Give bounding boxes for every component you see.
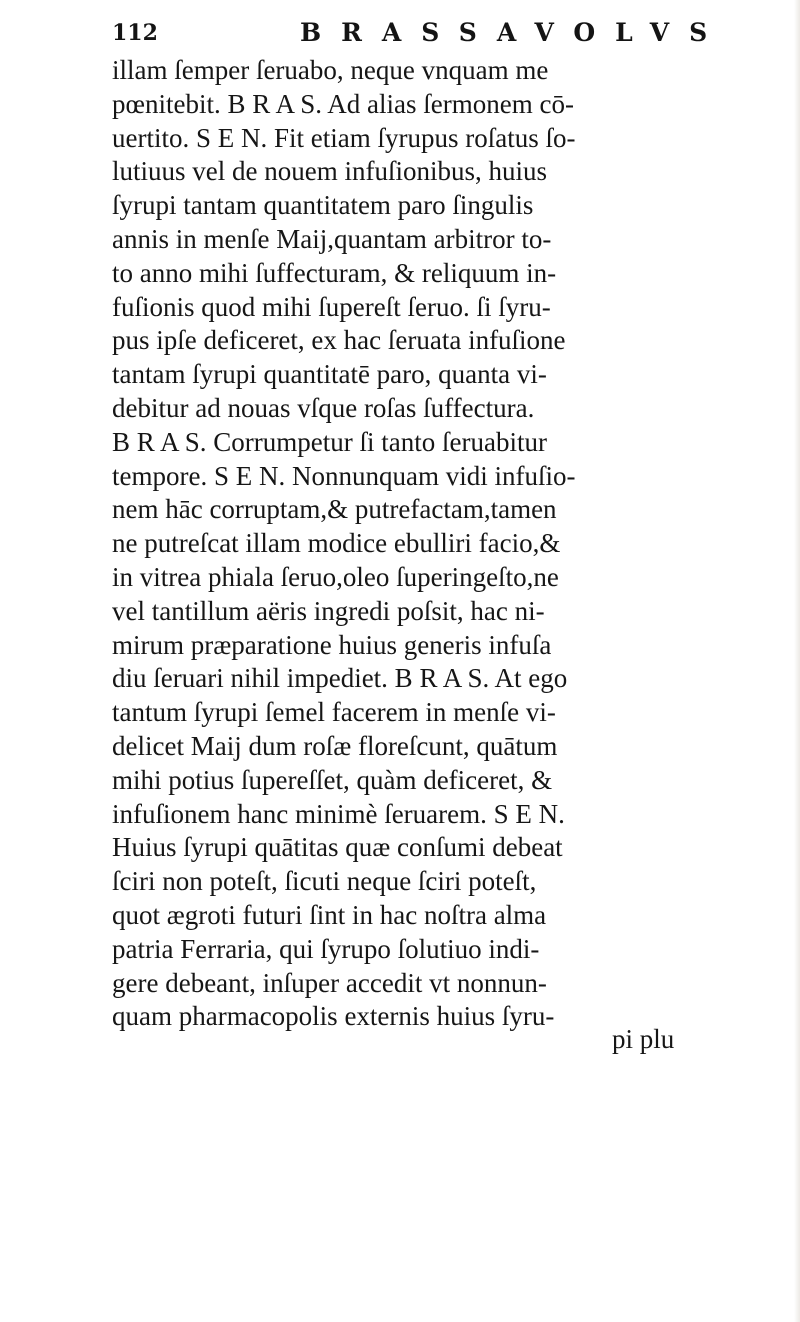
- catchword: pi plu: [612, 1024, 675, 1054]
- page-header: [112, 18, 728, 54]
- text-line: in vitrea phiala ſeruo,oleo ſuperingeſto,ne: [112, 561, 559, 592]
- text-line: fuſionis quod mihi ſupereſt ſeruo. ſi ſyru-: [112, 291, 551, 322]
- text-line: tempore. S E N. Nonnunquam vidi infuſio-: [112, 460, 576, 491]
- text-line: infuſionem hanc minimè ſeruarem. S E N.: [112, 798, 565, 829]
- text-line: debitur ad nouas vſque roſas ſuffectura.: [112, 392, 535, 423]
- text-line: patria Ferraria, qui ſyrupo ſolutiuo indi-: [112, 933, 540, 964]
- text-body: [112, 54, 667, 1034]
- text-line: nem hāc corruptam,& putrefactam,tamen: [112, 494, 557, 525]
- text-line: quam pharmacopolis externis huius ſyru-: [112, 1001, 555, 1032]
- text-line: diu ſeruari nihil impediet. B R A S. At ego: [112, 663, 568, 694]
- running-head: BRASSAVOLVS: [300, 18, 728, 47]
- text-line: uertito. S E N. Fit etiam ſyrupus roſatus ſo-: [112, 122, 576, 153]
- page-edge-shadow: [794, 0, 800, 1322]
- text-line: tantum ſyrupi ſemel facerem in menſe vi-: [112, 697, 556, 728]
- text-line: annis in menſe Maij,quantam arbitror to-: [112, 223, 552, 254]
- text-line: ſciri non poteſt, ſicuti neque ſciri poteſt,: [112, 866, 537, 897]
- text-line: gere debeant, inſuper accedit vt nonnun-: [112, 967, 547, 998]
- text-line: vel tantillum aëris ingredi poſsit, hac ni-: [112, 595, 545, 626]
- text-line: ne putreſcat illam modice ebulliri facio,&: [112, 528, 561, 559]
- page-number: 112: [112, 20, 158, 46]
- text-line: mihi potius ſupereſſet, quàm deficeret, &: [112, 764, 553, 795]
- text-line: pus ipſe deficeret, ex hac ſeruata infuſione: [112, 325, 566, 356]
- text-line: pœnitebit. B R A S. Ad alias ſermonem cō-: [112, 88, 574, 119]
- text-line: mirum præparatione huius generis infuſa: [112, 629, 552, 660]
- text-line: delicet Maij dum roſæ floreſcunt, quātum: [112, 730, 558, 761]
- text-line: tantam ſyrupi quantitatē paro, quanta vi-: [112, 359, 547, 390]
- text-line: quot ægroti futuri ſint in hac noſtra alma: [112, 899, 547, 930]
- text-line: Huius ſyrupi quātitas quæ conſumi debeat: [112, 832, 563, 863]
- text-line: illam ſemper ſeruabo, neque vnquam me: [112, 55, 549, 85]
- text-line: B R A S. Corrumpetur ſi tanto ſeruabitur: [112, 426, 547, 457]
- text-line: ſyrupi tantam quantitatem paro ſingulis: [112, 190, 534, 221]
- text-line: lutiuus vel de nouem infuſionibus, huius: [112, 156, 547, 187]
- text-line: to anno mihi ſuffecturam, & reliquum in-: [112, 257, 557, 288]
